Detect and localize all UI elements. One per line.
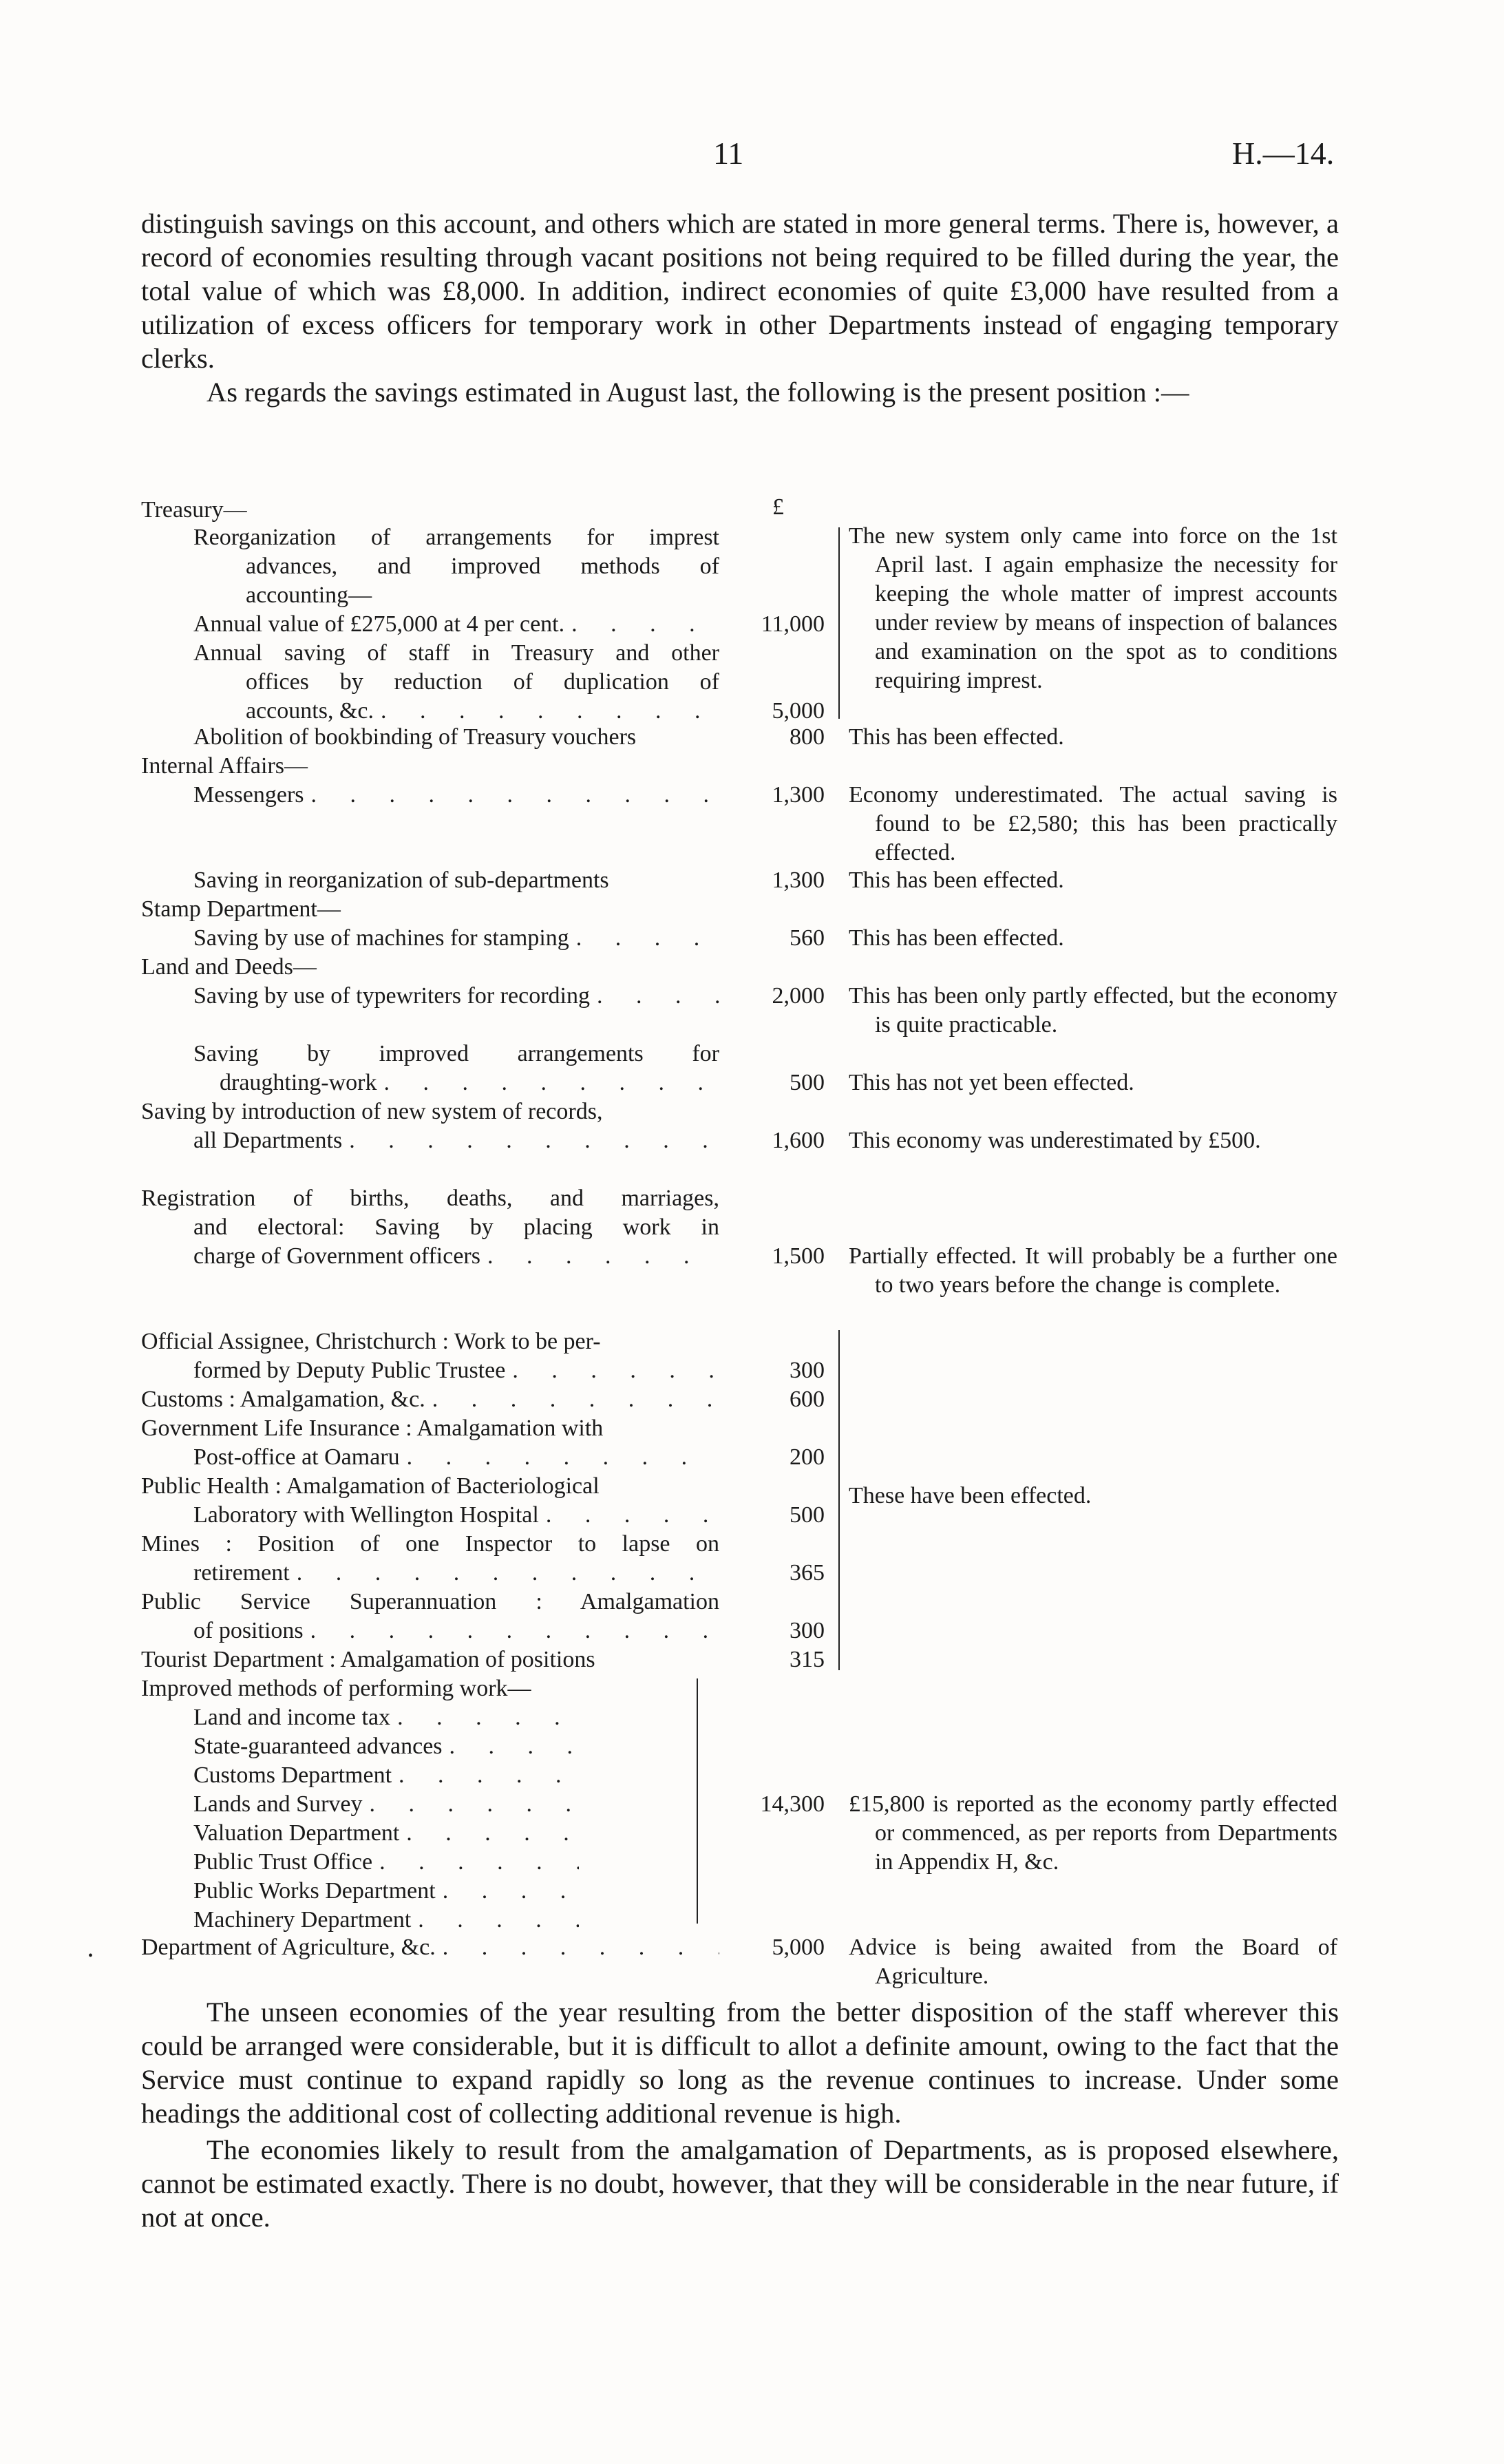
treasury-staff: Annual saving of staff in Treasury and other offices by reduction of duplication of xyxy=(193,640,719,695)
report-code: H.—14. xyxy=(1232,136,1335,171)
tourist-amount: 315 xyxy=(790,1647,825,1672)
registration-amount: 1,500 xyxy=(772,1243,825,1269)
treasury-annual-value-amount: 11,000 xyxy=(761,611,825,637)
superannuation-2: of positions . . . xyxy=(141,1617,719,1645)
draughting-remark: This has not yet been effected. xyxy=(849,1070,1134,1095)
effected-remark: These have been effected. xyxy=(849,1483,1092,1508)
mines-amount: 365 xyxy=(790,1560,825,1586)
draughting-amount: 500 xyxy=(790,1070,825,1095)
treasury-bookbinding: Abolition of bookbinding of Treasury vouchers xyxy=(193,724,637,750)
dept-item: Valuation Department xyxy=(193,1820,400,1846)
margin-bullet: • xyxy=(88,1948,94,1963)
dept-item: Lands and Survey xyxy=(193,1791,363,1817)
treasury-bookbinding-amount: 800 xyxy=(790,724,825,750)
treasury-annual-value: Annual value of £275,000 at 4 per cent. . . . xyxy=(141,610,719,639)
life-insurance-2: Post-office at Oamaru . . . xyxy=(141,1443,719,1472)
records-amount: 1,600 xyxy=(772,1128,825,1153)
closing-paragraph-2: The economies likely to result from the amalgamation of Departments, as is proposed elsewhere, cannot be estimated exactly. There is no doubt, however, that they will be considerable in the near future, if not at once. xyxy=(141,2134,1339,2233)
internal-affairs-subdept: Saving in reorganization of sub-departments xyxy=(193,867,609,893)
official-assignee-2: formed by Deputy Public Trustee . . . xyxy=(141,1356,719,1385)
official-assignee: Official Assignee, Christchurch : Work to be per- xyxy=(141,1329,601,1354)
stamp-amount: 560 xyxy=(790,925,825,951)
dept-item: Public Trust Office xyxy=(193,1849,373,1875)
improved-methods-amount: 14,300 xyxy=(760,1791,825,1817)
life-insurance: Government Life Insurance : Amalgamation with xyxy=(141,1415,604,1441)
land-deeds-draughting: Saving by improved arrangements for xyxy=(193,1041,719,1066)
mines-2: retirement . . . xyxy=(141,1559,719,1588)
treasury-staff-amount: 5,000 xyxy=(772,698,825,724)
treasury-heading: Treasury— xyxy=(141,497,247,523)
tourist-department: Tourist Department : Amalgamation of positions xyxy=(141,1647,595,1672)
dept-item: Machinery Department xyxy=(193,1907,412,1933)
records-remark: This economy was underestimated by £500. xyxy=(849,1128,1261,1153)
official-assignee-amount: 300 xyxy=(790,1358,825,1383)
page-number: 11 xyxy=(713,136,744,171)
dept-item: Customs Department xyxy=(193,1762,392,1788)
improved-methods-heading: Improved methods of performing work— xyxy=(141,1676,531,1701)
improved-methods-brace xyxy=(690,1678,698,1924)
public-health-amount: 500 xyxy=(790,1502,825,1528)
customs-amalgamation: Customs : Amalgamation, &c. . . . xyxy=(141,1385,719,1414)
registration-remark: Partially effected. It will probably be a further one to two years before the change is complete. xyxy=(849,1243,1337,1298)
intro-paragraph-2: As regards the savings estimated in August last, the following is the present position :— xyxy=(206,377,1189,408)
treasury-staff-last: accounts, &c. . . . xyxy=(141,697,719,726)
dept-item: Public Works Department xyxy=(193,1878,436,1904)
life-insurance-amount: 200 xyxy=(790,1444,825,1470)
typewriters-remark: This has been only partly effected, but the economy is quite practicable. xyxy=(849,983,1337,1038)
intro-paragraph-1: distinguish savings on this account, and others which are stated in more general terms. There is, however, a record of economies resulting through vacant positions not being required to be filled during the year, the total value of which was £8,000. In addition, indirect economies of quite £3,000 have resulted from a utilization of excess officers for temporary work in other Departments instead of engaging temporary clerks. xyxy=(141,208,1339,374)
mines: Mines : Position of one Inspector to lapse on xyxy=(141,1531,719,1557)
intro-text xyxy=(141,207,1339,409)
internal-affairs-messengers: Messengers . . . xyxy=(141,781,719,810)
internal-affairs-heading: Internal Affairs— xyxy=(141,753,308,779)
records-line-1: Saving by introduction of new system of records, xyxy=(141,1099,603,1124)
public-health-2: Laboratory with Wellington Hospital . . . xyxy=(141,1501,719,1530)
customs-amount: 600 xyxy=(790,1387,825,1412)
currency-symbol: £ xyxy=(772,494,784,520)
registration-last-line: charge of Government officers . . . xyxy=(141,1242,719,1271)
stamp-remark: This has been effected. xyxy=(849,925,1064,951)
land-deeds-heading: Land and Deeds— xyxy=(141,954,317,980)
improved-methods-remark: £15,800 is reported as the economy partly effected or commenced, as per reports from Departments in Appendix H, &c. xyxy=(849,1791,1337,1875)
registration-text: Registration of births, deaths, and marriages, and electoral: Saving by placing work in xyxy=(141,1186,719,1240)
records-line-2: all Departments . . . xyxy=(141,1126,719,1155)
land-deeds-typewriters: Saving by use of typewriters for recording . . . xyxy=(141,982,719,1011)
treasury-bookbinding-remark: This has been effected. xyxy=(849,724,1064,750)
public-health: Public Health : Amalgamation of Bacteriological xyxy=(141,1473,600,1499)
treasury-remark: The new system only came into force on the 1st April last. I again emphasize the necessity for keeping the whole matter of imprest accounts under review by means of inspection of balances and examination on the spot as to conditions requiring imprest. xyxy=(849,523,1337,693)
typewriters-amount: 2,000 xyxy=(772,983,825,1009)
messengers-amount: 1,300 xyxy=(772,782,825,808)
dept-item: Land and income tax xyxy=(193,1705,391,1730)
closing-text xyxy=(141,1995,1339,2234)
agriculture-remark: Advice is being awaited from the Board of Agriculture. xyxy=(849,1935,1337,1989)
agriculture: Department of Agriculture, &c. . . . xyxy=(141,1933,719,1962)
dept-item: State-guaranteed advances xyxy=(193,1734,443,1759)
messengers-remark: Economy underestimated. The actual saving is found to be £2,580; this has been practically effected. xyxy=(849,782,1337,865)
superannuation: Public Service Superannuation : Amalgamation xyxy=(141,1589,719,1614)
subdept-remark: This has been effected. xyxy=(849,867,1064,893)
improved-methods-list xyxy=(141,1703,719,1935)
stamp-heading: Stamp Department— xyxy=(141,896,341,922)
treasury-brace xyxy=(832,527,840,719)
superannuation-amount: 300 xyxy=(790,1618,825,1643)
effected-brace xyxy=(832,1330,840,1670)
treasury-reorg: Reorganization of arrangements for imprest advances, and improved methods of accounting— xyxy=(193,525,719,608)
subdept-amount: 1,300 xyxy=(772,867,825,893)
agriculture-amount: 5,000 xyxy=(772,1935,825,1960)
stamp-item: Saving by use of machines for stamping . . . xyxy=(141,924,719,953)
closing-paragraph-1: The unseen economies of the year resulting from the better disposition of the staff wherever this could be arranged were considerable, but it is difficult to allot a definite amount, owing to the fact that the Service must continue to expand rapidly so long as the revenue continues to increase. Under some headings the additional cost of collecting additional revenue is high. xyxy=(141,1997,1339,2129)
land-deeds-draughting-2: draughting-work . . . xyxy=(141,1068,719,1097)
